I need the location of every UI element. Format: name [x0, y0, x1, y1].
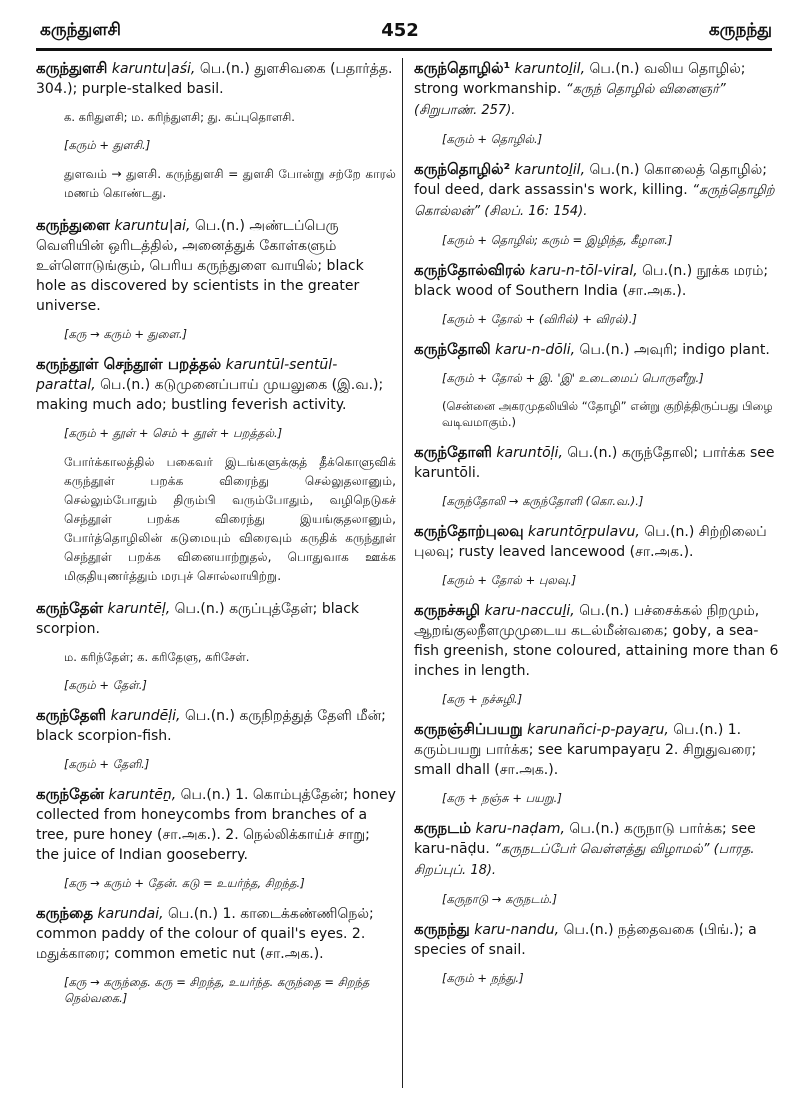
- entry-definition: கருந்தோலி; பார்க்க see karuntōli.: [414, 445, 775, 481]
- entry-part-of-speech: பெ.(n.): [589, 61, 640, 77]
- entry-headword: கருந்தோல்விரல்: [414, 261, 526, 279]
- entry-part-of-speech: பெ.(n.): [642, 263, 693, 279]
- dictionary-entry: [36, 58, 396, 99]
- dictionary-entry: [414, 719, 780, 780]
- entry-definition: அவுரி; indigo plant.: [634, 342, 770, 358]
- entry-citation: “கருந் தொழில் வினைஞர்” (சிறுபாண். 257).: [414, 82, 726, 118]
- entry-transliteration: karundēḷi,: [110, 708, 181, 724]
- entry-definition: கொலைத் தொழில்; foul deed, dark assassin's work, killing.: [414, 162, 768, 198]
- entry-transliteration: karu-naḍam,: [475, 821, 565, 837]
- entry-part-of-speech: பெ.(n.): [579, 342, 630, 358]
- right-column: [414, 58, 780, 1088]
- etymology-note: [கரும் + தோல் + இ. 'இ' உடைமைப் பொருளீறு.]: [442, 371, 704, 385]
- entry-definition: வலிய தொழில்; strong workmanship.: [414, 61, 746, 97]
- entry-transliteration: karuntēḷ,: [107, 601, 171, 617]
- dictionary-entry: [414, 260, 780, 301]
- entry-part-of-speech: பெ.(n.): [168, 906, 219, 922]
- etymology-note: [கருநாடு → கருநடம்.]: [442, 892, 558, 906]
- cognate-note: க. கரிதுளசி; ம. கரிந்துளசி; து. கப்புதொளசி.: [64, 110, 295, 124]
- column-divider: [402, 58, 403, 1088]
- etymology-note: [கரு → கரும் + துளை.]: [64, 327, 188, 341]
- etymology-note: [கரும் + தூள் + செம் + தூள் + பறத்தல்.]: [64, 426, 283, 440]
- dictionary-entry: [414, 58, 780, 121]
- entry-transliteration: karuntōṟpulavu,: [528, 524, 640, 540]
- header-rule: [36, 48, 772, 51]
- entry-part-of-speech: பெ.(n.): [569, 821, 620, 837]
- entry-headword: கருநச்சுழி: [414, 601, 480, 619]
- entry-definition: 1. காடைக்கண்ணிநெல்; common paddy of the colour of quail's eyes. 2. மதுக்காரை; common emetic nut (சா.அக.).: [36, 906, 374, 962]
- entry-definition: பச்சைக்கல் நிறமும், ஆறங்குலநீளமுமுடைய கடல்மீன்வகை; goby, a sea-fish greenish, stone coloured, attaining more than 6 inches in length.: [414, 603, 779, 679]
- dictionary-entry: [414, 919, 780, 960]
- etymology-note: [கரும் + தொழில்.]: [442, 132, 543, 146]
- entry-part-of-speech: பெ.(n.): [579, 603, 630, 619]
- entry-headword: கருந்தேளி: [36, 706, 107, 724]
- etymology-note: [கரு + நச்சுழி.]: [442, 692, 523, 706]
- right-guide-word: கருநந்து: [708, 20, 772, 40]
- etymology-note: [கரும் + நந்து.]: [442, 971, 524, 985]
- entry-part-of-speech: பெ.(n.): [567, 445, 618, 461]
- explanatory-paragraph: துளவம் → துளசி. கருந்துளசி = துளசி போன்று சற்றே காரல் மணம் கொண்டது.: [64, 167, 396, 200]
- entry-transliteration: karundai,: [97, 906, 164, 922]
- entry-headword: கருந்தோளி: [414, 443, 492, 461]
- etymology-note: [கரும் + தேள்.]: [64, 678, 147, 692]
- dictionary-entry: [414, 521, 780, 562]
- entry-definition: நூக்க மரம்; black wood of Southern India (சா.அக.).: [414, 263, 769, 299]
- left-guide-word: கருந்துளசி: [40, 20, 121, 40]
- entry-definition: நத்தைவகை (பிங்.); a species of snail.: [414, 922, 757, 958]
- dictionary-entry: [36, 215, 396, 316]
- etymology-note: [கரு + நஞ்சு + பயறு.]: [442, 791, 562, 805]
- entry-citation: “கருநடப்பேர் வெள்ளத்து விழாமல்” (பாரத. சிறப்புப். 18).: [414, 842, 755, 878]
- entry-headword: கருந்தை: [36, 904, 94, 922]
- dictionary-entry: [36, 354, 396, 415]
- dictionary-entry: [36, 598, 396, 639]
- entry-part-of-speech: பெ.(n.): [100, 377, 151, 393]
- dictionary-entry: [414, 600, 780, 681]
- entry-part-of-speech: பெ.(n.): [184, 708, 235, 724]
- entry-headword: கருந்தோலி: [414, 340, 491, 358]
- etymology-note: [கரும் + தோல் + புலவு.]: [442, 573, 577, 587]
- page-number: 452: [381, 20, 419, 41]
- entry-definition: கருநாடு பார்க்க; see karu-nāḍu.: [414, 821, 756, 857]
- entry-definition: கருப்புத்தேள்; black scorpion.: [36, 601, 359, 637]
- entry-definition: சிற்றிலைப் புலவு; rusty leaved lancewood (சா.அக.).: [414, 524, 767, 560]
- entry-part-of-speech: பெ.(n.): [199, 61, 250, 77]
- cognate-note: ம. கரிந்தேள்; க. கரிதேளு, கரிசேள்.: [64, 650, 250, 664]
- entry-transliteration: karunañci-p-payaṟu,: [527, 722, 669, 738]
- entry-part-of-speech: பெ.(n.): [673, 722, 724, 738]
- entry-definition: கடுமுனைப்பாய் முயலுகை (இ.வ.); making much ado; bustling feverish activity.: [36, 377, 384, 413]
- entry-headword: கருந்தொழில்²: [414, 160, 511, 178]
- dictionary-entry: [414, 818, 780, 881]
- etymology-note: [கரும் + தேளி.]: [64, 757, 150, 771]
- entry-headword: கருந்தேன்: [36, 785, 105, 803]
- entry-transliteration: karuntoḻil,: [514, 162, 586, 178]
- page-header: [0, 0, 800, 48]
- entry-transliteration: karu-nandu,: [474, 922, 560, 938]
- entry-transliteration: karuntu|ai,: [114, 218, 191, 234]
- entry-definition: கருநிறத்துத் தேளி மீன்; black scorpion-fish.: [36, 708, 386, 744]
- etymology-note: [கரும் + தொழில்; கரும் = இழிந்த, கீழான.]: [442, 233, 673, 247]
- entry-transliteration: karuntēṉ,: [108, 787, 177, 803]
- dictionary-entry: [36, 784, 396, 865]
- left-column: [36, 58, 396, 1088]
- entry-citation: “கருந்தொழிற் கொல்லன்” (சிலப். 16: 154).: [414, 183, 775, 219]
- entry-definition: அண்டப்பெரு வெளியின் ஒரிடத்தில், அனைத்துக் கோள்களும் உள்ளொடுங்கும், பெரிய கருந்துளை வாயில்; black hole as discovered by scientists in the greater universe.: [36, 218, 364, 314]
- entry-part-of-speech: பெ.(n.): [644, 524, 695, 540]
- entry-definition: துளசிவகை (பதார்த்த. 304.); purple-stalked basil.: [36, 61, 393, 97]
- dictionary-entry: [36, 705, 396, 746]
- entry-headword: கருந்துளசி: [36, 59, 108, 77]
- entry-transliteration: karu-n-dōli,: [495, 342, 576, 358]
- entry-headword: கருந்தொழில்¹: [414, 59, 511, 77]
- explanatory-paragraph: போர்க்காலத்தில் பகைவர் இடங்களுக்குத் தீக்கொளுவிக் கருந்தூள் பறக்க விரைந்து செல்லுதலானும், செல்லும்போதும் திரும்பி வரும்போதும், வழிநெடுகச் செந்தூள் பறக்க விரைந்து இயங்குதலானும், போர்த்தொழிலின் கடுமையும் விரைவும் கருதிக் கருந்தூள் செந்தூள் பறக்க வினையாற்றுதல், பொதுவாக ஊக்க மிகுதியுணர்த்தும் மரபுச் சொல்லாயிற்று.: [64, 455, 396, 583]
- entry-headword: கருந்தோற்புலவு: [414, 522, 524, 540]
- entry-transliteration: karu-n-tōl-viral,: [529, 263, 638, 279]
- entry-headword: கருந்துளை: [36, 216, 110, 234]
- entry-transliteration: karuntoḻil,: [514, 61, 586, 77]
- entry-headword: கருந்தேள்: [36, 599, 104, 617]
- entry-part-of-speech: பெ.(n.): [563, 922, 614, 938]
- etymology-note: [கரும் + துளசி.]: [64, 138, 151, 152]
- entry-transliteration: karuntu|aśi,: [111, 61, 196, 77]
- dictionary-entry: [414, 442, 780, 483]
- entry-definition: 1. கரும்பயறு பார்க்க; see karumpayaṟu 2. சிறுதுவரை; small dhall (சா.அக.).: [414, 722, 757, 778]
- dictionary-entry: [414, 159, 780, 222]
- cognate-note: (சென்னை அகரமுதலியில் “தோழி” என்று குறித்திருப்பது பிழை வடிவமாகும்.): [442, 399, 773, 429]
- dictionary-entry: [36, 903, 396, 964]
- dictionary-entry: [414, 339, 780, 360]
- entry-transliteration: karu-naccuḻi,: [484, 603, 575, 619]
- entry-headword: கருந்தூள் செந்தூள் பறத்தல்: [36, 355, 222, 373]
- entry-transliteration: karuntōḷi,: [496, 445, 563, 461]
- etymology-note: [கரு → கரும் + தேன். கடு = உயர்ந்த, சிறந்த.]: [64, 876, 305, 890]
- entry-part-of-speech: பெ.(n.): [174, 601, 225, 617]
- entry-definition: 1. கொம்புத்தேன்; honey collected from honeycombs from branches of a tree, pure honey (சா.அக.). 2. நெல்லிக்காய்ச் சாறு; the juice of Indian gooseberry.: [36, 787, 396, 863]
- entry-headword: கருநடம்: [414, 819, 472, 837]
- etymology-note: [கருந்தோலி → கருந்தோளி (கொ.வ.).]: [442, 494, 644, 508]
- entry-part-of-speech: பெ.(n.): [180, 787, 231, 803]
- etymology-note: [கரும் + தோல் + (விரில்) + விரல்).]: [442, 312, 637, 326]
- entry-part-of-speech: பெ.(n.): [589, 162, 640, 178]
- etymology-note: [கரு → கருந்தை. கரு = சிறந்த, உயர்ந்த. கருந்தை = சிறந்த நெல்வகை.]: [64, 975, 370, 1005]
- entry-part-of-speech: பெ.(n.): [194, 218, 245, 234]
- entry-headword: கருநஞ்சிப்பயறு: [414, 720, 523, 738]
- entry-headword: கருநந்து: [414, 920, 470, 938]
- entry-transliteration: karuntūl-sentūl-parattal,: [36, 357, 338, 393]
